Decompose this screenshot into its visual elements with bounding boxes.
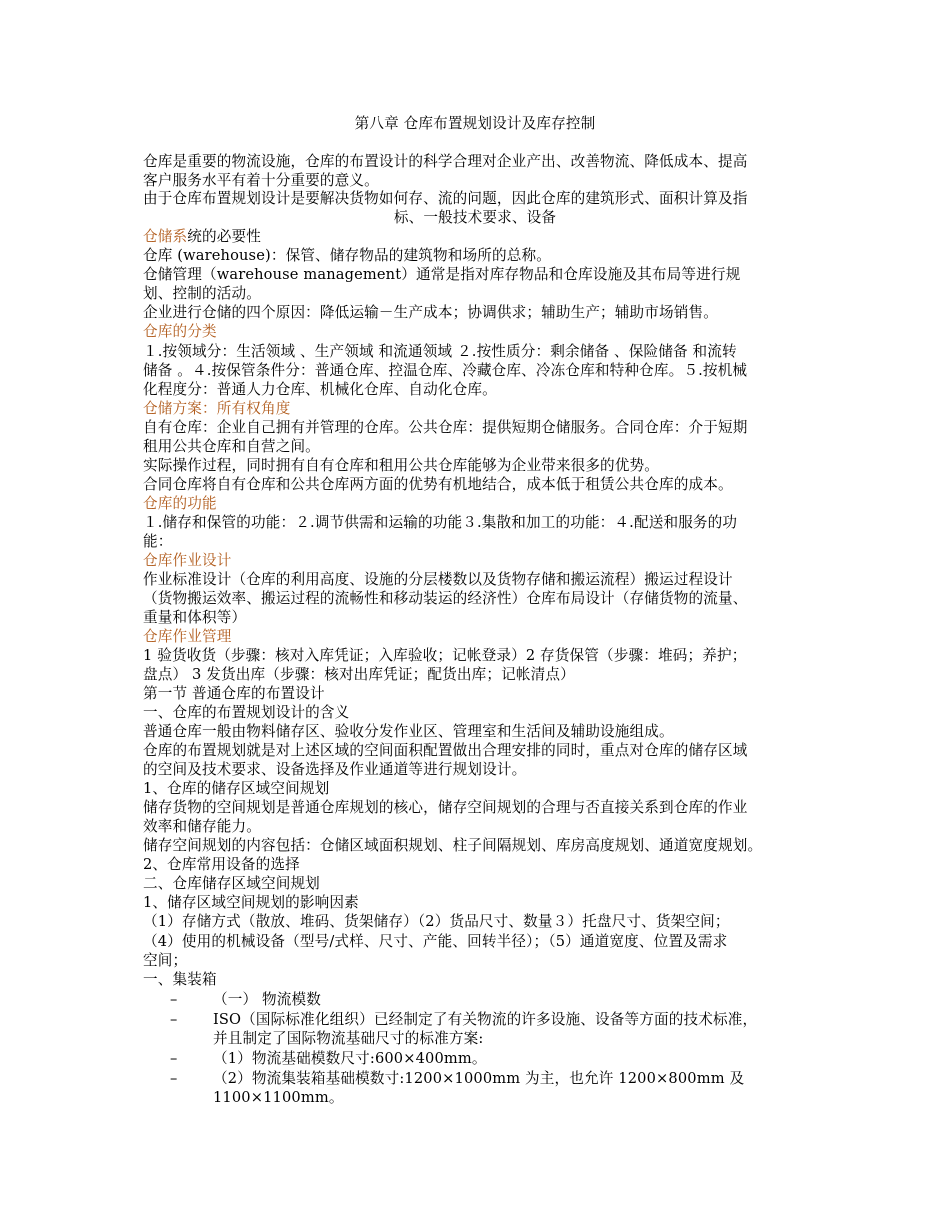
bullet-text: 1100×1100mm。 [213, 1089, 344, 1106]
section-title: 第一节 普通仓库的布置设计 [143, 685, 325, 702]
bullet-text: （一） 物流模数 [213, 991, 321, 1008]
paragraph-line: （4）使用的机械设备（型号/式样、尺寸、产能、回转半径）；（5）通道宽度、位置及需求 [143, 933, 728, 950]
heading-colored-part: 仓储系 [143, 228, 188, 245]
section-heading: 仓储方案：所有权角度 [143, 400, 291, 417]
paragraph-line: 储存货物的空间规划是普通仓库规划的核心，储存空间规划的合理与否直接关系到仓库的作业 [143, 799, 748, 816]
paragraph-line: 由于仓库布置规划设计是要解决货物如何存、流的问题，因此仓库的建筑形式、面积计算及指 [143, 190, 748, 207]
bullet-text: 并且制定了国际物流基础尺寸的标准方案: [213, 1030, 484, 1047]
page-title: 第八章 仓库布置规划设计及库存控制 [354, 115, 596, 132]
paragraph-line: 仓储管理（warehouse management）通常是指对库存物品和仓库设施及其布局等进行规 [143, 266, 741, 283]
paragraph-line: 1 验货收货（步骤：核对入库凭证；入库验收；记帐登录）2 存货保管（步骤：堆码；养护； [143, 647, 747, 664]
paragraph-line: （1）存储方式（散放、堆码、货架储存）（2）货品尺寸、数量３）托盘尺寸、货架空间； [143, 913, 730, 930]
paragraph-line: 能： [143, 533, 173, 550]
paragraph-line: 客户服务水平有着十分重要的意义。 [143, 172, 379, 189]
paragraph-line: 重量和体积等） [143, 609, 247, 626]
paragraph-line: 仓库是重要的物流设施，仓库的布置设计的科学合理对企业产出、改善物流、降低成本、提高 [143, 153, 748, 170]
paragraph-line: １.储存和保管的功能：２.调节供需和运输的功能３.集散和加工的功能：４.配送和服务的功 [143, 514, 738, 531]
paragraph-line: 二、仓库储存区域空间规划 [143, 875, 320, 892]
paragraph-line: 划、控制的活动。 [143, 285, 261, 302]
paragraph-line: 企业进行仓储的四个原因：降低运输－生产成本；协调供求；辅助生产；辅助市场销售。 [143, 304, 719, 321]
bullet-text: （1）物流基础模数尺寸:600×400mm。 [213, 1050, 487, 1067]
paragraph-line: 储备 。４.按保管条件分：普通仓库、控温仓库、冷藏仓库、冷冻仓库和特种仓库。５.按机械 [143, 362, 748, 379]
paragraph-line: 一、仓库的布置规划设计的含义 [143, 704, 350, 721]
bullet-text: （2）物流集装箱基础模数寸:1200×1000mm 为主，也允许 1200×800mm 及 [213, 1070, 745, 1087]
bullet-dash: – [170, 991, 178, 1008]
paragraph-line: 的空间及技术要求、设备选择及作业通道等进行规划设计。 [143, 761, 527, 778]
section-heading: 仓库作业管理 [143, 628, 232, 645]
paragraph-line: 效率和储存能力。 [143, 818, 261, 835]
heading-rest: 统的必要性 [187, 228, 261, 245]
section-heading: 仓库的分类 [143, 323, 217, 340]
bullet-dash: – [170, 1070, 178, 1087]
paragraph-line: 1、储存区域空间规划的影响因素 [143, 894, 359, 911]
paragraph-line: 合同仓库将自有仓库和公共仓库两方面的优势有机地结合，成本低于租赁公共仓库的成本。 [143, 476, 733, 493]
bullet-dash: – [170, 1050, 178, 1067]
bullet-dash: – [170, 1011, 178, 1028]
paragraph-line: 2、仓库常用设备的选择 [143, 856, 300, 873]
section-heading [143, 227, 261, 246]
paragraph-line: 空间； [143, 952, 188, 969]
bullet-text: ISO（国际标准化组织）已经制定了有关物流的许多设施、设备等方面的技术标准， [213, 1011, 758, 1028]
paragraph-line: 租用公共仓库和自营之间。 [143, 438, 320, 455]
paragraph-line: 普通仓库一般由物料储存区、验收分发作业区、管理室和生活间及辅助设施组成。 [143, 723, 674, 740]
paragraph-line: 仓库 (warehouse)：保管、储存物品的建筑物和场所的总称。 [143, 247, 551, 264]
paragraph-line: 仓库的布置规划就是对上述区域的空间面积配置做出合理安排的同时，重点对仓库的储存区域 [143, 742, 748, 759]
section-heading: 仓库的功能 [143, 495, 217, 512]
paragraph-line: 化程度分：普通人力仓库、机械化仓库、自动化仓库。 [143, 381, 497, 398]
paragraph-line: 1、仓库的储存区域空间规划 [143, 780, 330, 797]
paragraph-line: 标、一般技术要求、设备 [393, 209, 557, 226]
section-heading: 仓库作业设计 [143, 552, 232, 569]
paragraph-line: 盘点） 3 发货出库（步骤：核对出库凭证；配货出库；记帐清点） [143, 666, 575, 683]
paragraph-line: 自有仓库：企业自己拥有并管理的仓库。公共仓库：提供短期仓储服务。合同仓库：介于短期 [143, 419, 748, 436]
paragraph-line: １.按领域分：生活领域 、生产领域 和流通领域 ２.按性质分：剩余储备 、保险储备 和流转 [143, 343, 737, 360]
paragraph-line: 作业标准设计（仓库的利用高度、设施的分层楼数以及货物存储和搬运流程）搬运过程设计 [143, 571, 733, 588]
paragraph-line: 实际操作过程，同时拥有自有仓库和租用公共仓库能够为企业带来很多的优势。 [143, 457, 660, 474]
paragraph-line: （货物搬运效率、搬运过程的流畅性和移动装运的经济性）仓库布局设计（存储货物的流量、 [143, 590, 748, 607]
paragraph-line: 一、集装箱 [143, 971, 217, 988]
paragraph-line: 储存空间规划的内容包括：仓储区域面积规划、柱子间隔规划、库房高度规划、通道宽度规划。 [143, 837, 763, 854]
